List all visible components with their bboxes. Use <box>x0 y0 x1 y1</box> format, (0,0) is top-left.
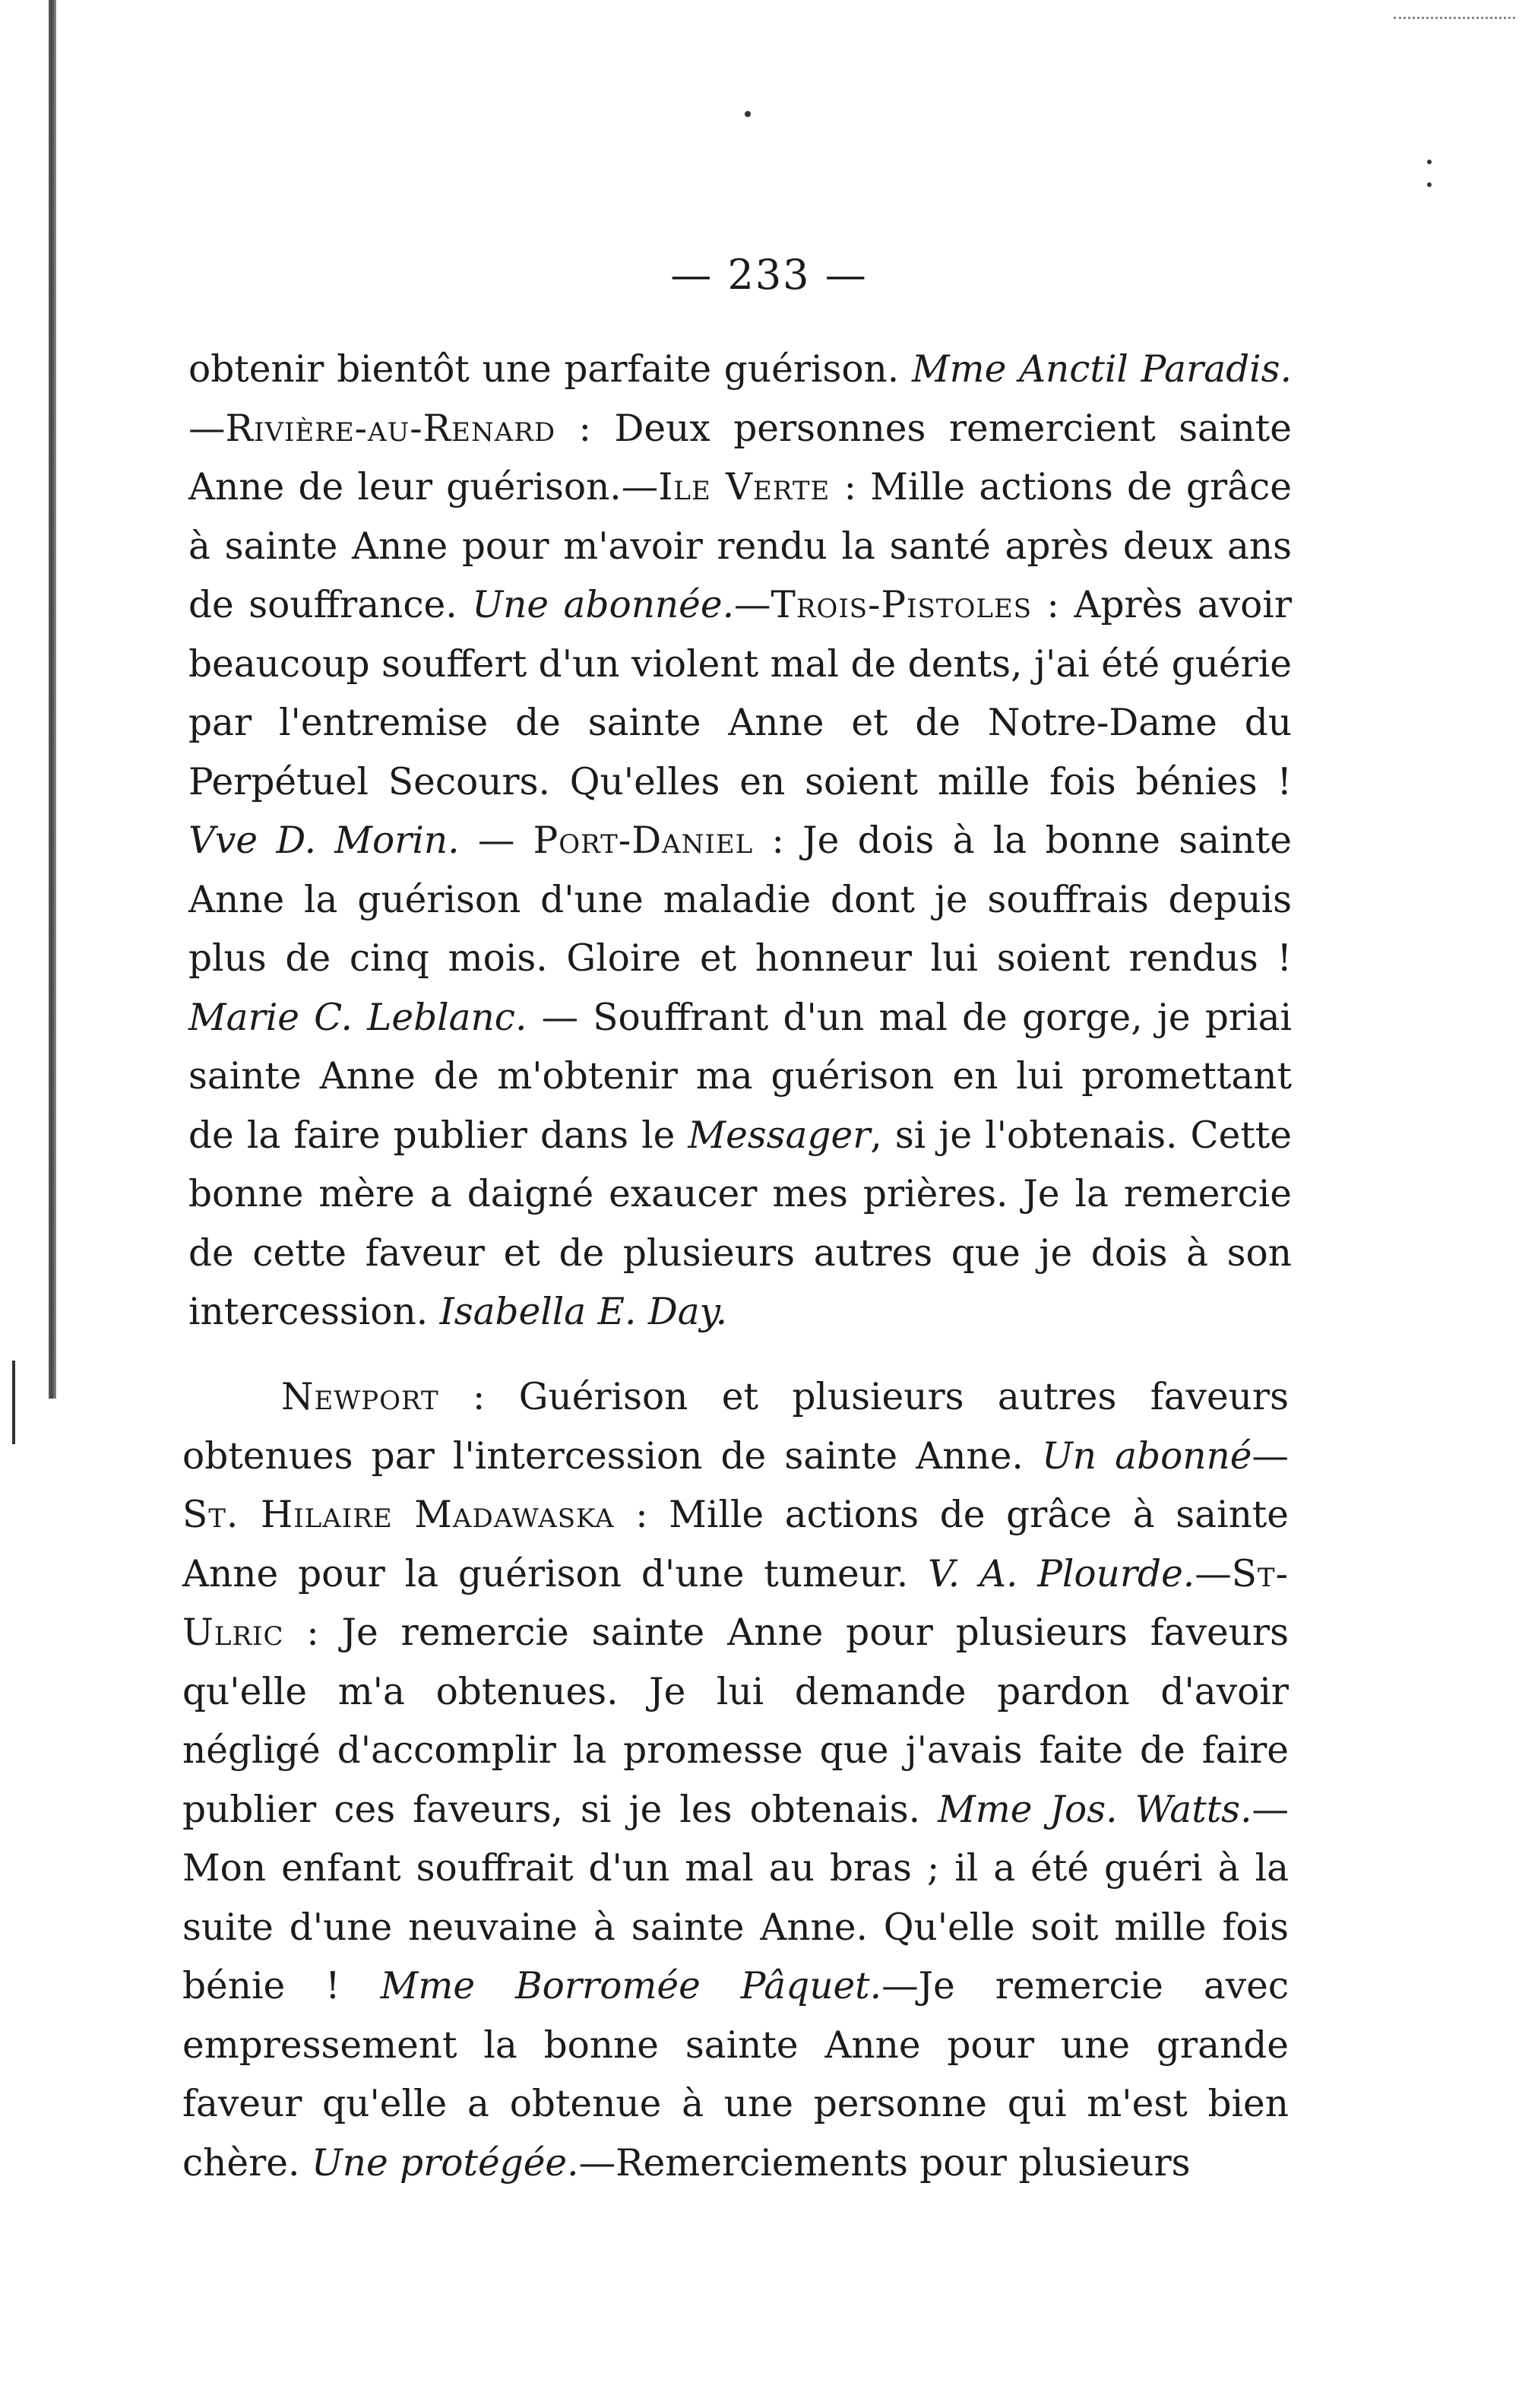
paragraph1-segment: : Je dois à la bonne sainte Anne la guérison d'une maladie dont je souffrais depuis plus de cinq mois. Gloire et honneur lui soient rendus ! <box>188 819 1292 980</box>
paragraph1-segment: Une abonnée. <box>472 584 734 626</box>
paragraph2-segment: Mme Jos. Watts. <box>938 1788 1252 1831</box>
paragraph1-segment: : Deux personnes remercient sainte Anne de leur guérison.— <box>188 407 1292 509</box>
paragraph2-segment: — <box>1195 1552 1232 1595</box>
paragraph1-segment: — <box>459 819 533 862</box>
paragraph2-segment: —Je remercie avec empressement la bonne sainte Anne pour une grande faveur qu'elle a obtenue à une personne qui m'est bien chère. <box>182 1965 1289 2185</box>
paragraph2-segment: V. A. Plourde. <box>928 1552 1195 1595</box>
paragraph2-segment: : Mille actions de grâce à sainte Anne pour la guérison d'une tumeur. <box>182 1494 1289 1595</box>
paragraph1-segment: Marie C. Leblanc. <box>188 996 527 1039</box>
page-binding-edge <box>49 0 56 1399</box>
paragraph2-segment: Newport <box>281 1376 439 1418</box>
paragraph1-segment: — <box>188 407 226 450</box>
paragraph1-segment: : Mille actions de grâce à sainte Anne pour m'avoir rendu la santé après deux ans de souffrance. <box>188 466 1292 626</box>
paragraph2-segment: — <box>1252 1434 1289 1478</box>
paragraph1-segment: — <box>734 584 771 626</box>
paragraph1-segment: Isabella E. Day. <box>439 1291 728 1333</box>
ink-speck <box>1427 160 1432 164</box>
paragraph1-segment: Ile Verte <box>658 466 831 509</box>
paragraph1-segment: obtenir bientôt une parfaite guérison. <box>188 348 912 391</box>
paragraph1-segment: Mme Anctil Paradis. <box>911 348 1292 391</box>
paragraph-1 <box>188 341 1292 1342</box>
paragraph1-segment: Messager <box>688 1114 871 1157</box>
ink-speck <box>745 111 751 117</box>
paragraph-2 <box>182 1368 1289 2193</box>
corner-dotted-mark <box>1394 17 1515 21</box>
paragraph1-segment: : Après avoir beaucoup souffert d'un violent mal de dents, j'ai été guérie par l'entremise de sainte Anne et de Notre-Dame du Perpétuel Secours. Qu'elles en soient mille fois bénies ! <box>188 584 1292 803</box>
paragraph2-segment: St. Hilaire Madawaska <box>182 1494 615 1536</box>
paragraph1-segment: Port-Daniel <box>533 819 754 862</box>
paragraph2-segment: : Guérison et plusieurs autres faveurs obtenues par l'intercession de sainte Anne. <box>182 1376 1289 1478</box>
paragraph1-segment: , si je l'obtenais. Cette bonne mère a daigné exaucer mes prières. Je la remercie de cette faveur et de plusieurs autres que je dois à son intercession. <box>188 1114 1292 1333</box>
page-number: — 233 — <box>670 251 868 299</box>
paragraph1-segment: Vve D. Morin. <box>188 819 460 862</box>
paragraph2-segment: —Mon enfant souffrait d'un mal au bras ; il a été guéri à la suite d'une neuvaine à sainte Anne. Qu'elle soit mille fois bénie ! <box>182 1788 1289 2007</box>
ink-speck <box>1427 182 1432 187</box>
paragraph1-segment: — Souffrant d'un mal de gorge, je priai sainte Anne de m'obtenir ma guérison en lui promettant de la faire publier dans le <box>188 996 1292 1157</box>
paragraph2-segment: St-Ulric <box>182 1552 1289 1654</box>
paragraph2-segment: Une protégée. <box>311 2141 579 2185</box>
paragraph2-segment: Un abonné <box>1041 1434 1252 1478</box>
paragraph2-segment: —Remerciements pour plusieurs <box>578 2141 1191 2185</box>
page-binding-mark <box>12 1361 15 1444</box>
paragraph2-segment: Mme Borromée Pâquet. <box>380 1965 882 2007</box>
paragraph-1-text <box>188 341 1292 1342</box>
paragraph1-segment: Rivière-au-Renard <box>225 407 556 450</box>
paragraph2-segment: : Je remercie sainte Anne pour plusieurs faveurs qu'elle m'a obtenues. Je lui demande pardon d'avoir négligé d'accomplir la promesse que j'avais faite de faire publier ces faveurs, si je les obtenais. <box>182 1611 1289 1831</box>
paragraph1-segment: Trois-Pistoles <box>771 584 1033 626</box>
paragraph-2-text <box>182 1368 1289 2193</box>
